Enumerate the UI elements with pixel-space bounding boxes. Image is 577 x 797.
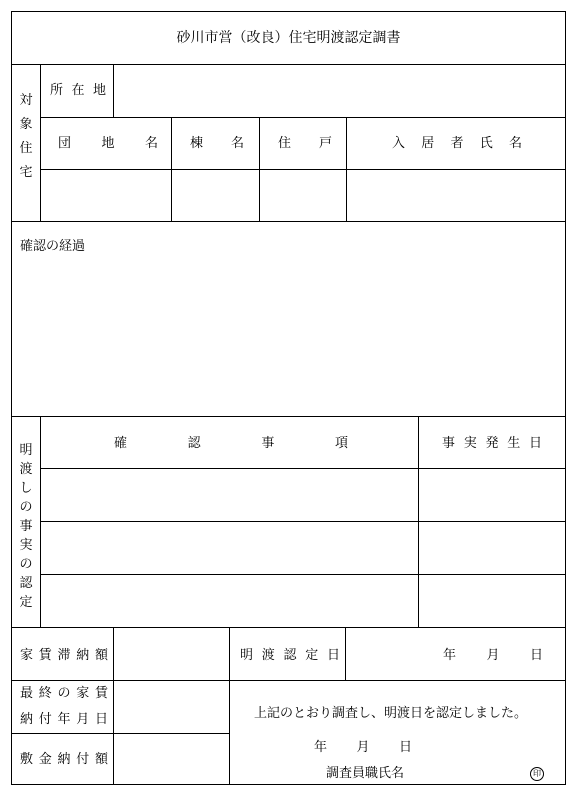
rule-below-facts	[11, 627, 566, 628]
rule-target-side	[40, 64, 41, 222]
col-header-tenant: 入 居 者 氏 名	[392, 136, 522, 151]
rule-col-1	[171, 117, 172, 222]
progress-text-area[interactable]	[20, 260, 560, 410]
rule-bottom-label	[113, 627, 114, 785]
rule-facts-row2	[40, 521, 566, 522]
rule-col-3	[346, 117, 347, 222]
rule-below-rent-arrears	[11, 680, 566, 681]
progress-label: 確認の経過	[20, 239, 86, 254]
vacate-date-value[interactable]: 年 月 日	[443, 648, 543, 663]
vacancy-facts-side-label: 明 渡 し の 事 実 の 認 定	[19, 443, 33, 610]
facts-header-item: 確 認 事 項	[114, 436, 348, 451]
deposit-label: 敷 金 納 付 額	[20, 752, 108, 767]
col-header-estate: 団 地 名	[58, 136, 158, 151]
rule-col-2	[259, 117, 260, 222]
certification-statement: 上記のとおり調査し、明渡日を認定しました。	[254, 706, 528, 721]
rule-below-column-headers	[40, 169, 566, 170]
last-rent-label-line2: 納 付 年 月 日	[20, 712, 108, 727]
rule-facts-side	[40, 416, 41, 628]
investigator-label: 調査員職氏名	[326, 766, 405, 781]
location-label: 所 在 地	[50, 83, 106, 98]
seal-mark: 印	[530, 767, 544, 781]
target-housing-side-label: 対 象 住 宅	[19, 93, 33, 180]
rent-arrears-label: 家 賃 滞 納 額	[20, 648, 108, 663]
rule-below-progress	[11, 416, 566, 417]
statement-date[interactable]: 年 月 日	[314, 740, 412, 755]
rule-facts-row1	[40, 468, 566, 469]
rule-below-title	[11, 64, 566, 65]
vacate-date-label: 明 渡 認 定 日	[240, 648, 340, 663]
rule-below-last-rent	[11, 733, 230, 734]
rule-below-target-housing	[11, 221, 566, 222]
facts-header-date: 事 実 発 生 日	[442, 436, 542, 451]
rule-vacate-date-label	[345, 627, 346, 681]
last-rent-label-line1: 最 終 の 家 賃	[20, 686, 108, 701]
col-header-unit: 住 戸	[278, 136, 332, 151]
rule-below-location	[40, 117, 566, 118]
rule-location-label	[113, 64, 114, 118]
document-title: 砂川市営（改良）住宅明渡認定調書	[176, 30, 401, 46]
rule-facts-row3	[40, 574, 566, 575]
rule-bottom-middle	[229, 627, 230, 785]
col-header-building: 棟 名	[190, 136, 244, 151]
rule-facts-date	[418, 416, 419, 628]
